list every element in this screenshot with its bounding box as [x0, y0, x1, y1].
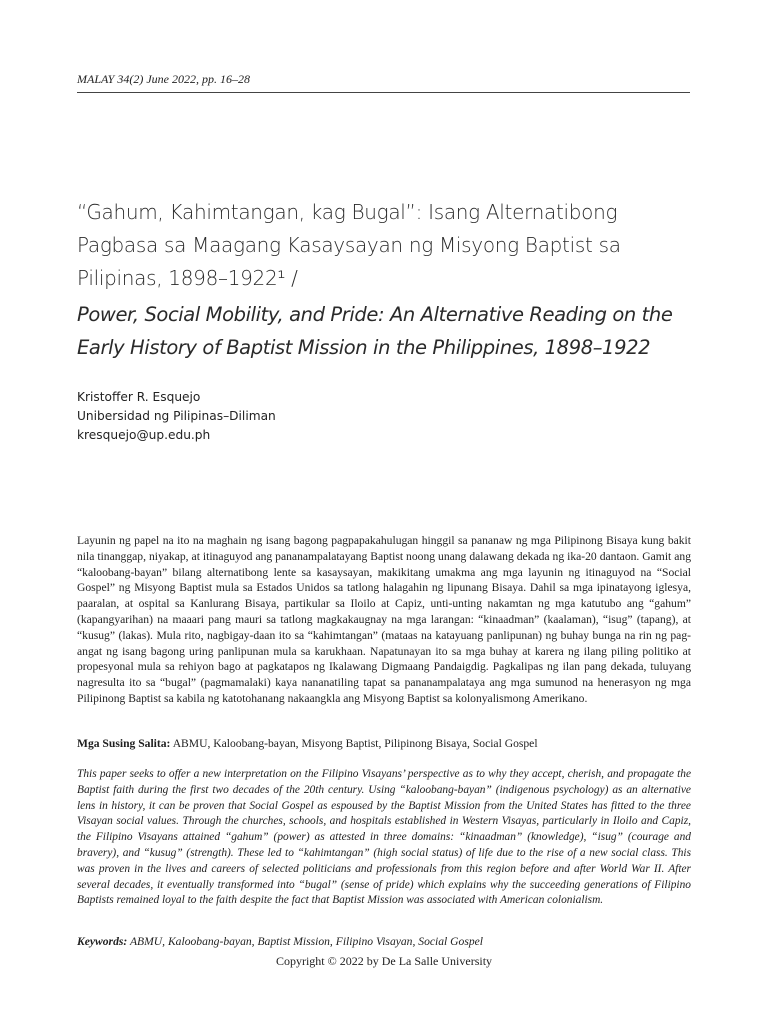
copyright-notice	[0, 954, 768, 969]
abstract-english: This paper seeks to offer a new interpretation on the Filipino Visayans’ perspective as to why they accept, cherish, and propagate the Baptist faith during the first two decades of the 20th century. Using “kaloobang-bayan” (indigenous psychology) as an alternative lens in history, it can be proven that Social Gospel as espoused by the Baptist Mission from the United States has fitted to the three Visayan social values. Through the churches, schools, and hospitals established in Western Visayas, particularly in Iloilo and Capiz, the Filipino Visayans attained “gahum” (power) as attested in three domains: “kinaadman” (knowledge), “isug” (courage and bravery), and “kusug” (strength). These led to “kahimtangan” (high social status) of life due to the rise of a new social class. This was proven in the lives and careers of selected politicians and professionals from this region before and after World War II. After several decades, it eventually transformed into “bugal” (sense of pride) which explains why the succeeding generations of Filipino Baptists remained loyal to the faith despite the fact that Baptist Mission was associated with American colonialism.	[77, 768, 691, 907]
title-english: Power, Social Mobility, and Pride: An Alternative Reading on the Early History of Baptist Mission in the Philippines, 1898–1922	[77, 303, 673, 359]
author-name: Kristoffer R. Esquejo	[77, 390, 201, 404]
author-affiliation: Unibersidad ng Pilipinas–Diliman	[77, 409, 276, 423]
keywords-filipino	[77, 736, 691, 752]
keywords-english-label: Keywords:	[77, 935, 128, 948]
author-block	[77, 388, 477, 445]
keywords-english	[77, 934, 691, 950]
copyright-text: Copyright © 2022 by De La Salle University	[275, 954, 493, 968]
keywords-filipino-text: ABMU, Kaloobang-bayan, Misyong Baptist, Pilipinong Bisaya, Social Gospel	[172, 737, 538, 750]
journal-citation: MALAY 34(2) June 2022, pp. 16–28	[77, 72, 250, 86]
header-divider	[77, 92, 690, 93]
keywords-filipino-label: Mga Susing Salita:	[77, 737, 171, 750]
keywords-english-text: ABMU, Kaloobang-bayan, Baptist Mission, Filipino Visayan, Social Gospel	[129, 935, 483, 948]
author-email[interactable]: kresquejo@up.edu.ph	[77, 428, 211, 442]
abstract-filipino: Layunin ng papel na ito na maghain ng isang bagong pagpapakahulugan hinggil sa pananaw ng mga Pilipinong Bisaya kung bakit nila tinanggap, niyakap, at itinaguyod ang pananampalatayang Baptist noong unang dalawang dekada ng ika-20 dantaon. Gamit ang “kaloobang-bayan” bilang alternatibong lente sa kasaysayan, makikitang umakma ang mga layunin ng itinaguyod na “Social Gospel” ng Misyong Baptist mula sa Estados Unidos sa tatlong halagahin ng lipunang Bisaya. Dahil sa mga ipinatayong iglesya, paaralan, at ospital sa Kanlurang Bisaya, partikular sa Iloilo at Capiz, unti-unting nakamtan ng mga katutubo ang “gahum” (kapangyarihan) na maaari pang mauri sa tatlong magkakaugnay na mga larangan: “kinaadman” (kaalaman), “isug” (tapang), at “kusug” (lakas). Mula rito, nagbigay-daan ito sa “kahimtangan” (mataas na katayuang panlipunan) ng buhay bunga na rin ng pag-angat ng isang bagong uring panlipunan mula sa karukhaan. Napatunayan ito sa mga buhay at karera ng ilang piling politiko at propesyonal mula sa rehiyon bago at pagkatapos ng Ikalawang Digmaang Pandaigdig. Pagkalipas ng ilan pang dekada, tuluyang nagresulta ito sa “bugal” (pagmamalaki) kaya nananatiling tapat sa pananampalataya ang mga sumunod na henerasyon ng mga Pilipinong Baptist sa kabila ng katotohanang nakaangkla ang Misyong Baptist sa kolonyalismong Amerikano.	[77, 534, 691, 705]
title-filipino: “Gahum, Kahimtangan, kag Bugal”: Isang Alternatibong Pagbasa sa Maagang Kasaysayan ng Misyong Baptist sa Pilipinas, 1898–1922¹ /	[77, 200, 621, 290]
